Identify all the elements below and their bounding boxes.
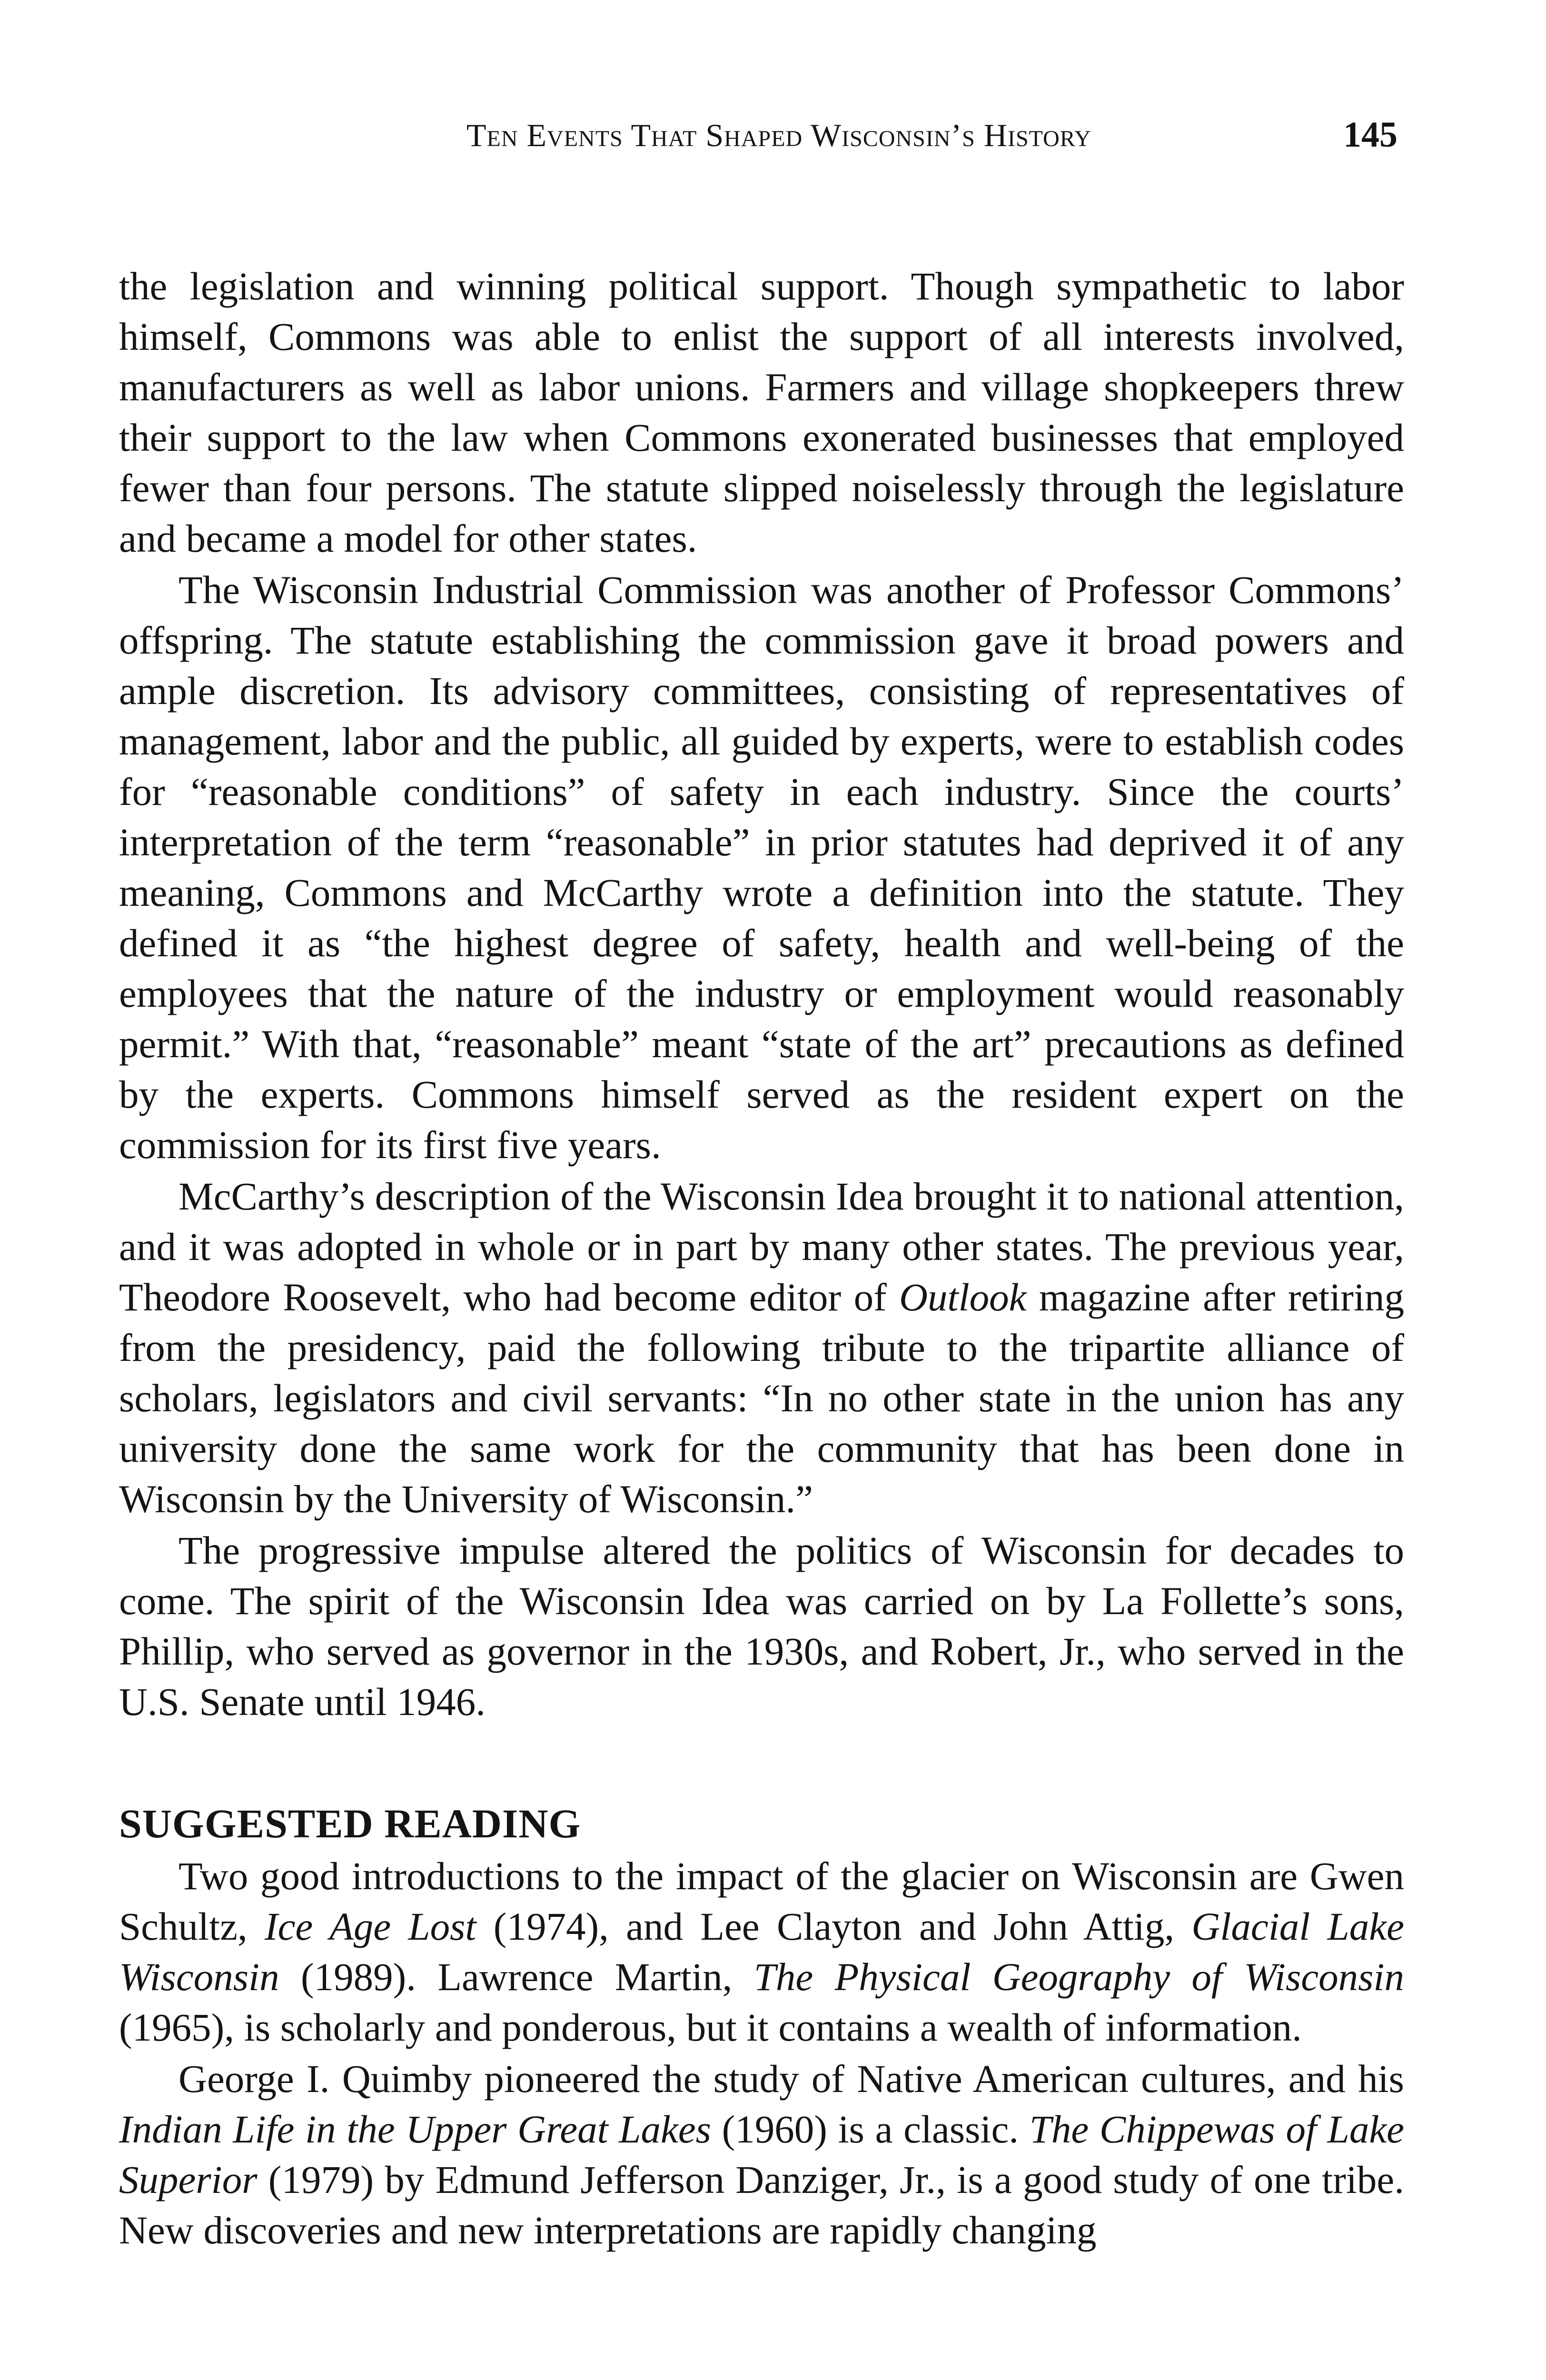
italic-title: The Physical Geography of Wisconsin <box>753 1955 1404 1999</box>
paragraph-wisconsin-idea <box>119 1171 1404 1524</box>
page-number: 145 <box>1343 115 1397 155</box>
paragraph-native-american-reading <box>119 2053 1404 2255</box>
text-run: McCarthy’s description of the Wisconsin Idea brought it to national attention, and it was adopted in whole or in part by many other states. The previous year, Theodore Roosevelt, who had become editor of <box>119 1174 1404 1319</box>
paragraph-continued: the legislation and winning political support. Though sympathetic to labor himself, Commons was able to enlist the support of all interests involved, manufacturers as well as labor unions. Farmers and village shopkeepers threw their support to the law when Commons exonerated businesses that employed fewer than four persons. The statute slipped noiselessly through the legislature and became a model for other states. <box>119 264 1404 560</box>
italic-title: The Chippewas of Lake Superior <box>119 2107 1404 2202</box>
italic-title: Indian Life in the Upper Great Lakes <box>119 2107 711 2151</box>
text-run: magazine after retiring from the presidency, paid the following tribute to the tripartite alliance of scholars, legislators and civil servants: “In no other state in the union has any university done the same work for the community that has been done in Wisconsin by the University of Wisconsin.” <box>119 1275 1405 1521</box>
italic-title: Ice Age Lost <box>265 1904 476 1948</box>
paragraph-progressive-impulse: The progressive impulse altered the politics of Wisconsin for decades to come. The spirit of the Wisconsin Idea was carried on by La Follette’s sons, Phillip, who served as governor in the 1930s, and Robert, Jr., who served in the U.S. Senate until 1946. <box>119 1528 1404 1724</box>
text-run: (1974), and Lee Clayton and John Attig, <box>476 1904 1192 1948</box>
text-run: George I. Quimby pioneered the study of Native American cultures, and his <box>178 2057 1404 2101</box>
text-run: Two good introductions to the impact of the glacier on Wisconsin are Gwen Schultz, <box>119 1854 1404 1948</box>
text-run: (1965), is scholarly and ponderous, but it contains a wealth of information. <box>119 2005 1302 2049</box>
text-run: (1979) by Edmund Jefferson Danziger, Jr., is a good study of one tribe. New discoveries and new interpretations are rapidly changing <box>119 2158 1404 2252</box>
running-head: Ten Events That Shaped Wisconsin’s History <box>466 117 1091 153</box>
text-run: (1989). Lawrence Martin, <box>279 1955 754 1999</box>
paragraph-industrial-commission: The Wisconsin Industrial Commission was another of Professor Commons’ offspring. The statute establishing the commission gave it broad powers and ample discretion. Its advisory committees, consisting of representatives of management, labor and the public, all guided by experts, were to establish codes for “reasonable conditions” of safety in each industry. Since the courts’ interpretation of the term “reasonable” in prior statutes had deprived it of any meaning, Commons and McCarthy wrote a definition into the statute. They defined it as “the highest degree of safety, health and well-being of the employees that the nature of the industry or employment would reasonably permit.” With that, “reasonable” meant “state of the art” precautions as defined by the experts. Commons himself served as the resident expert on the commission for its first five years. <box>119 568 1404 1167</box>
text-run: (1960) is a classic. <box>711 2107 1030 2151</box>
section-heading: SUGGESTED READING <box>119 1801 581 1846</box>
paragraph-glacier-reading <box>119 1851 1404 2053</box>
italic-title: Outlook <box>899 1275 1027 1319</box>
body-text <box>119 261 1404 2255</box>
italic-title: Glacial Lake Wisconsin <box>119 1904 1404 1999</box>
